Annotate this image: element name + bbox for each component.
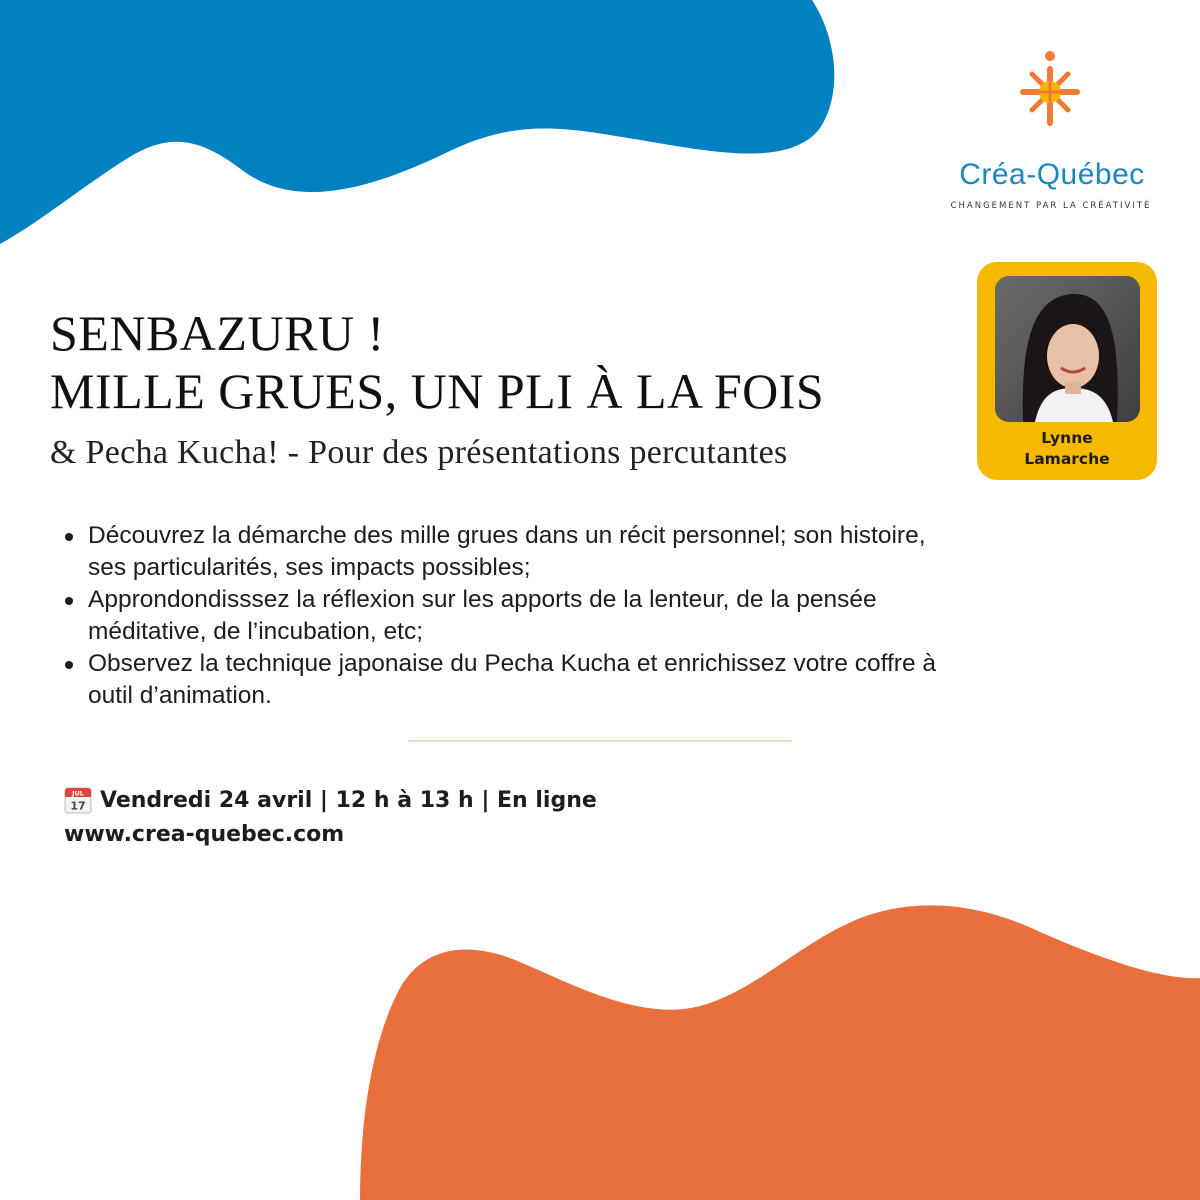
bullet-text: Approndondisssez la réflexion sur les apports de la lenteur, de la pensée méditative, de l’incubation, etc; [88, 586, 877, 645]
logo-tagline: CHANGEMENT PAR LA CRÉATIVITÉ [950, 201, 1152, 211]
speaker-last-name: Lamarche [1024, 450, 1110, 468]
calendar-day: 17 [70, 799, 86, 813]
event-text: Vendredi 24 avril | 12 h à 13 h | En ligne [100, 787, 597, 813]
bullet-icon [65, 597, 73, 605]
event-details [64, 784, 597, 816]
event-title [50, 304, 824, 420]
speaker-portrait [995, 276, 1140, 422]
speaker-card [977, 262, 1157, 480]
bullet-text: Observez la technique japonaise du Pecha Kucha et enrichissez votre coffre à outil d’animation. [88, 650, 937, 709]
list-item [62, 520, 962, 584]
bullet-list [62, 520, 962, 712]
sparkle-person-logo [1018, 44, 1082, 134]
speaker-name [977, 428, 1157, 470]
crea-quebec-logo [920, 40, 1180, 220]
title-line-2: MILLE GRUES, UN PLI À LA FOIS [50, 363, 825, 419]
divider [408, 740, 792, 742]
bullet-icon [65, 661, 73, 669]
calendar-icon [64, 786, 92, 814]
bullet-text: Découvrez la démarche des mille grues dans un récit personnel; son histoire, ses particularités, ses impacts possibles; [88, 522, 926, 581]
bullet-icon [65, 533, 73, 541]
website-link[interactable]: www.crea-quebec.com [64, 822, 345, 847]
list-item [62, 648, 962, 712]
logo-name: Créa-Québec [959, 158, 1145, 191]
calendar-month: JUL [72, 789, 84, 798]
speaker-first-name: Lynne [1041, 429, 1093, 447]
event-subtitle: & Pecha Kucha! - Pour des présentations percutantes [50, 434, 788, 471]
title-line-1: SENBAZURU ! [50, 305, 385, 361]
list-item [62, 584, 962, 648]
speaker-photo [995, 276, 1140, 422]
